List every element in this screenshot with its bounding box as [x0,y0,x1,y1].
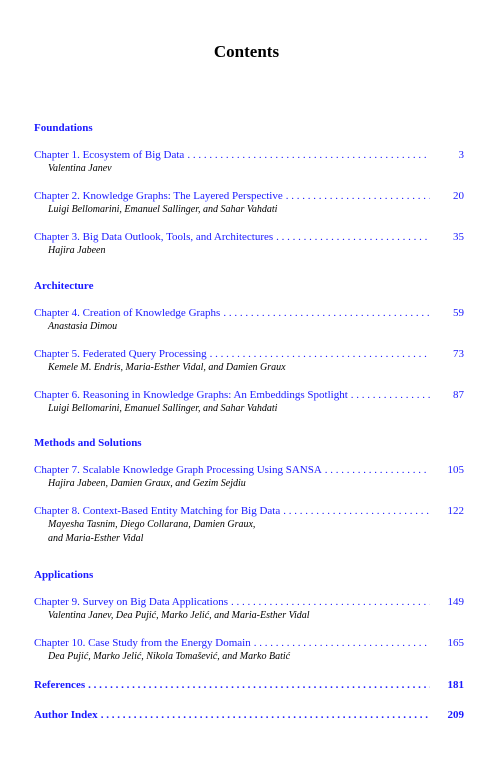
page-number[interactable]: 20 [453,190,464,202]
toc-entry-link[interactable] [34,148,464,162]
page-number[interactable]: 35 [453,231,464,243]
page-number[interactable]: 209 [447,709,464,721]
page-title: Contents [213,42,280,61]
chapter-title[interactable]: Chapter 2. Knowledge Graphs: The Layered Perspective [34,190,283,202]
toc-entry-link[interactable] [34,230,464,244]
section-heading-foundations[interactable]: Foundations [34,122,93,134]
page-number[interactable]: 181 [447,679,464,691]
chapter-authors: Luigi Bellomarini, Emanuel Sallinger, and Sahar Vahdati [48,403,278,414]
chapter-title[interactable]: Chapter 9. Survey on Big Data Applications [34,596,228,608]
toc-entry-chapter-7[interactable] [34,463,464,491]
toc-entry-chapter-8[interactable] [34,504,464,546]
toc-entry-link[interactable] [34,595,464,609]
toc-entry-chapter-10[interactable] [34,636,464,664]
chapter-authors: Valentina Janev [48,163,112,174]
chapter-authors: Kemele M. Endris, Maria-Esther Vidal, and Damien Graux [48,362,286,373]
toc-entry-references[interactable] [34,678,464,692]
chapter-title[interactable]: Chapter 6. Reasoning in Knowledge Graphs: An Embeddings Spotlight [34,389,348,401]
toc-entry-link[interactable] [34,708,464,722]
chapter-title[interactable]: Chapter 8. Context-Based Entity Matching for Big Data [34,505,281,517]
dot-leader [187,148,430,162]
dot-leader [101,708,430,722]
toc-entry-link[interactable] [34,388,464,402]
references-title[interactable]: References [34,679,86,691]
dot-leader [325,463,430,477]
toc-entry-chapter-4[interactable] [34,306,464,334]
dot-leader [283,504,430,518]
toc-entry-link[interactable] [34,678,464,692]
chapter-title[interactable]: Chapter 3. Big Data Outlook, Tools, and Architectures [34,231,274,243]
toc-entry-chapter-2[interactable] [34,189,464,217]
section-heading-methods-and-solutions[interactable]: Methods and Solutions [34,437,142,449]
chapter-authors: and Maria-Esther Vidal [48,533,144,544]
chapter-title[interactable]: Chapter 5. Federated Query Processing [34,348,207,360]
toc-entry-link[interactable] [34,636,464,650]
toc-entry-chapter-1[interactable] [34,148,464,176]
dot-leader [351,388,430,402]
page-number[interactable]: 73 [453,348,464,360]
page-number[interactable]: 105 [447,464,464,476]
toc-entry-link[interactable] [34,306,464,320]
chapter-title[interactable]: Chapter 1. Ecosystem of Big Data [34,149,185,161]
dot-leader [231,595,430,609]
chapter-title[interactable]: Chapter 4. Creation of Knowledge Graphs [34,307,221,319]
author-index-title[interactable]: Author Index [34,709,98,721]
toc-entry-chapter-5[interactable] [34,347,464,375]
toc-entry-chapter-9[interactable] [34,595,464,623]
page-number[interactable]: 122 [447,505,464,517]
toc-entry-link[interactable] [34,504,464,518]
chapter-title[interactable]: Chapter 10. Case Study from the Energy Domain [34,637,251,649]
section-heading-applications[interactable]: Applications [34,569,94,581]
dot-leader [223,306,430,320]
toc-entry-chapter-3[interactable] [34,230,464,258]
dot-leader [210,347,430,361]
chapter-authors: Hajira Jabeen, Damien Graux, and Gezim Sejdiu [48,478,246,489]
toc-entry-link[interactable] [34,347,464,361]
page-number[interactable]: 149 [447,596,464,608]
dot-leader [286,189,430,203]
page-number[interactable]: 3 [458,149,464,161]
page-number[interactable]: 165 [447,637,464,649]
dot-leader [88,678,430,692]
dot-leader [254,636,430,650]
chapter-authors: Hajira Jabeen [48,245,106,256]
chapter-authors: Dea Pujić, Marko Jelić, Nikola Tomašević, and Marko Batić [48,651,291,662]
toc-entry-chapter-6[interactable] [34,388,464,416]
toc-entry-link[interactable] [34,463,464,477]
dot-leader [276,230,430,244]
chapter-authors: Mayesha Tasnim, Diego Collarana, Damien Graux, [48,519,256,530]
chapter-authors: Luigi Bellomarini, Emanuel Sallinger, and Sahar Vahdati [48,204,278,215]
chapter-title[interactable]: Chapter 7. Scalable Knowledge Graph Processing Using SANSA [34,464,322,476]
chapter-authors: Valentina Janev, Dea Pujić, Marko Jelić, and Maria-Esther Vidal [48,610,310,621]
toc-entry-author-index[interactable] [34,708,464,722]
section-heading-architecture[interactable]: Architecture [34,280,94,292]
page-number[interactable]: 87 [453,389,464,401]
toc-entry-link[interactable] [34,189,464,203]
chapter-authors: Anastasia Dimou [48,321,118,332]
page-number[interactable]: 59 [453,307,464,319]
